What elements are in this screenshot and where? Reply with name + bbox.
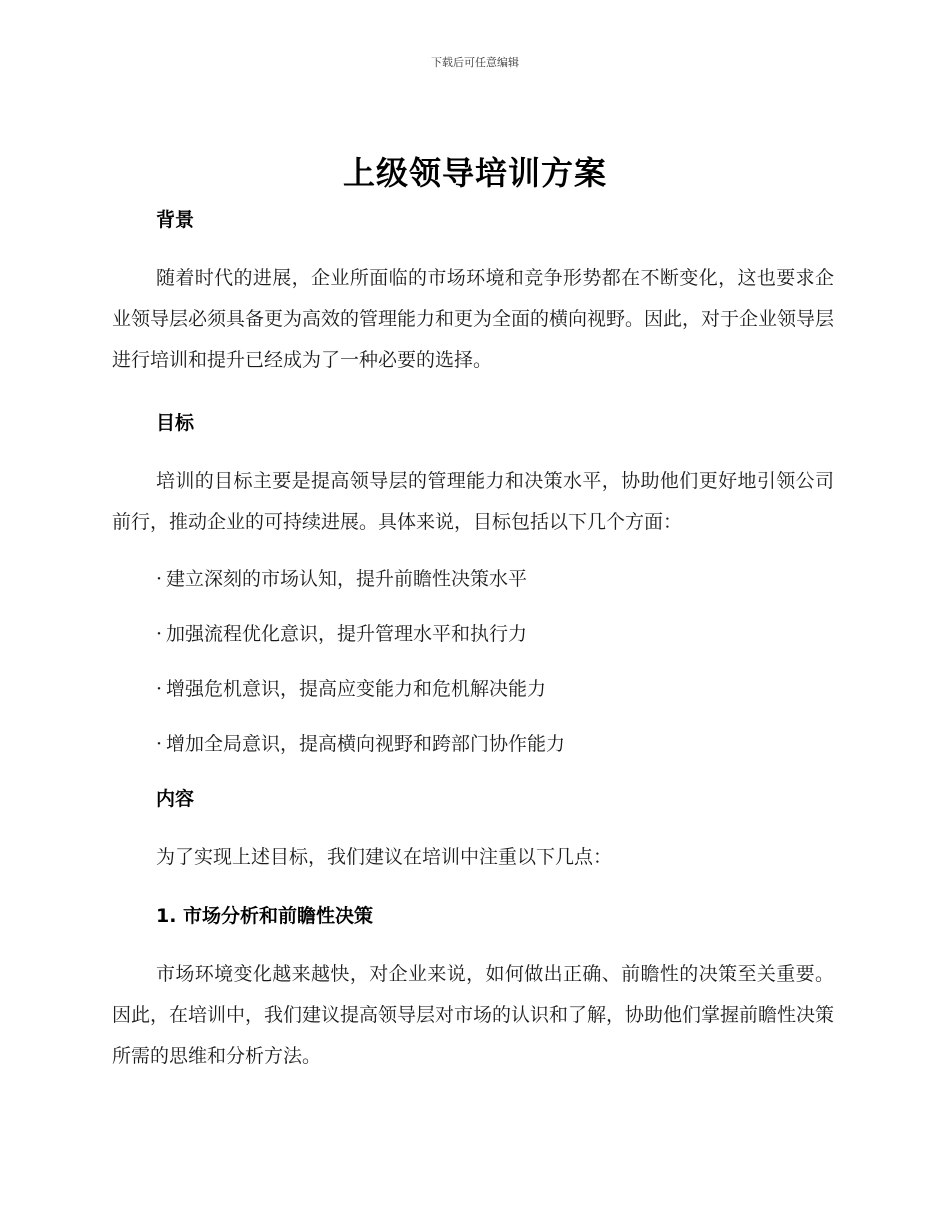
section-heading-content: 内容 (156, 788, 195, 810)
background-paragraph: 随着时代的进展，企业所面临的市场环境和竞争形势都在不断变化，这也要求企业领导层必须具备更为高效的管理能力和更为全面的横向视野。因此，对于企业领导层进行培训和提升已经成为了一种必要的选择。 (112, 267, 835, 371)
header-note: 下载后可任意编辑 (431, 56, 519, 69)
list-item: · 加强流程优化意识，提升管理水平和执行力 (156, 623, 528, 645)
market-analysis-paragraph: 市场环境变化越来越快，对企业来说，如何做出正确、前瞻性的决策至关重要。因此，在培训中，我们建议提高领导层对市场的认识和了解，协助他们掌握前瞻性决策所需的思维和分析方法。 (112, 963, 835, 1067)
content-intro: 为了实现上述目标，我们建议在培训中注重以下几点： (156, 846, 613, 868)
list-item: · 增加全局意识，提高横向视野和跨部门协作能力 (156, 733, 566, 755)
goals-list (112, 559, 834, 765)
subsection-heading-market-analysis: 1. 市场分析和前瞻性决策 (156, 905, 374, 927)
bullet-glyph: · (156, 623, 163, 645)
document-title: 上级领导培训方案 (342, 154, 607, 192)
section-heading-background: 背景 (156, 209, 195, 231)
list-item: · 建立深刻的市场认知，提升前瞻性决策水平 (156, 568, 528, 590)
bullet-glyph: · (156, 678, 163, 700)
section-heading-goals: 目标 (156, 412, 195, 434)
list-item: · 增强危机意识，提高应变能力和危机解决能力 (156, 678, 547, 700)
bullet-glyph: · (156, 568, 163, 590)
bullet-glyph: · (156, 733, 163, 755)
document-body (112, 200, 834, 1077)
goals-paragraph: 培训的目标主要是提高领导层的管理能力和决策水平，协助他们更好地引领公司前行，推动企业的可持续进展。具体来说，目标包括以下几个方面： (112, 470, 834, 533)
